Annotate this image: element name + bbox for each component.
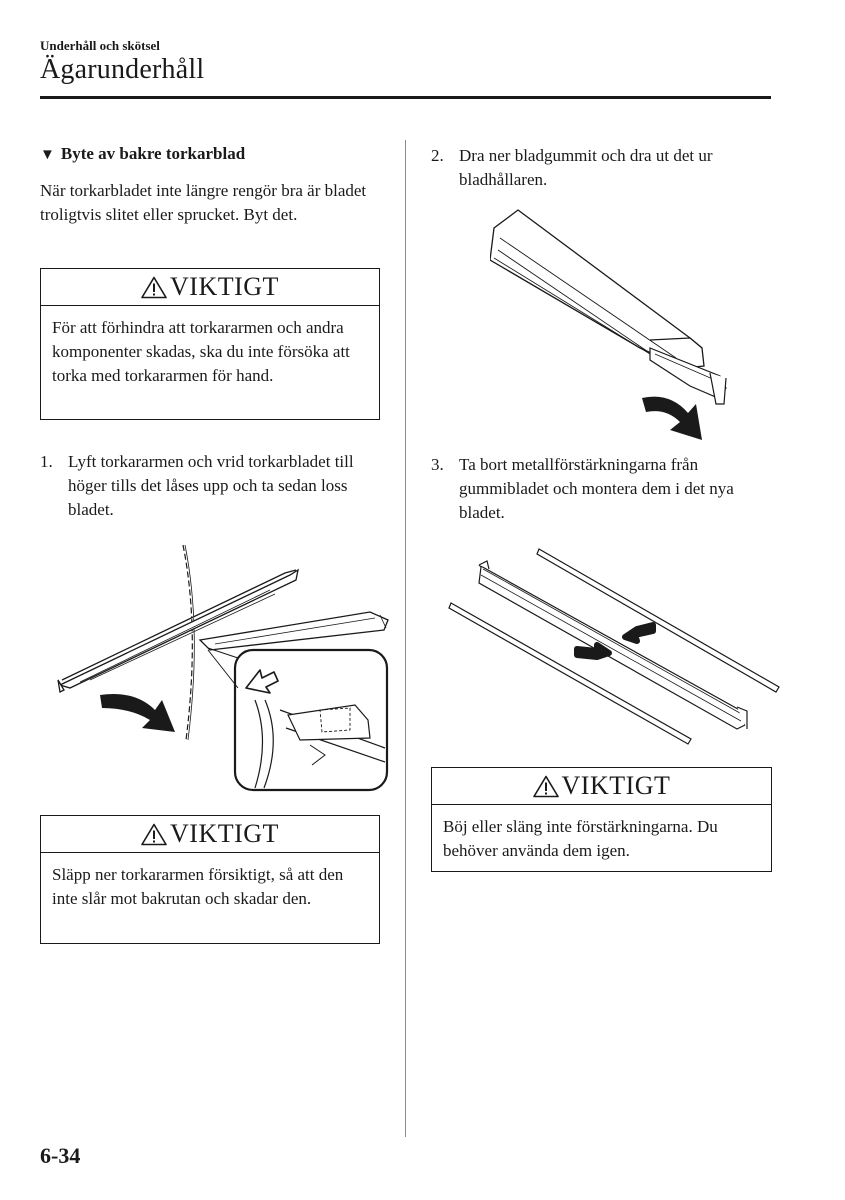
warning-triangle-icon <box>533 775 559 798</box>
step-text: Dra ner bladgummit och dra ut det ur bladhållaren. <box>459 146 713 189</box>
intro-paragraph: När torkarbladet inte längre rengör bra är bladet troligtvis slitet eller sprucket. Byt det. <box>40 181 367 224</box>
step-number: 3. <box>431 455 444 474</box>
step-number: 1. <box>40 452 53 471</box>
caution-text: Böj eller släng inte förstärkningarna. Du behöver använda dem igen. <box>443 817 718 860</box>
caution-header <box>41 816 379 853</box>
caution-header <box>432 768 771 805</box>
step-text: Lyft torkararmen och vrid torkarbladet till höger tills det låses upp och ta sedan loss bladet. <box>68 452 354 519</box>
rotate-arrow-icon <box>100 694 175 732</box>
wiper-arm <box>200 612 388 650</box>
warning-triangle-icon <box>141 276 167 299</box>
figure-wiper-removal <box>50 540 390 792</box>
warning-triangle-icon <box>141 823 167 846</box>
step-number: 2. <box>431 146 444 165</box>
blade-holder <box>490 210 704 368</box>
section-marker-icon: ▼ <box>40 147 55 163</box>
step-text: Ta bort metallförstärkningarna från gummibladet och montera dem i det nya bladet. <box>459 455 734 522</box>
figure-blade-rubber-pull <box>490 208 735 443</box>
figure-metal-reinforcements <box>447 545 782 745</box>
title-rule <box>40 96 771 99</box>
page-title: Ägarunderhåll <box>40 54 205 85</box>
caution-label: VIKTIGT <box>170 819 279 848</box>
page-number: 6-34 <box>40 1143 81 1168</box>
caution-text: För att förhindra att torkararmen och andra komponenter skadas, ska du inte försöka att torka med torkararmen för hand. <box>52 318 350 385</box>
section-heading-text: Byte av bakre torkarblad <box>60 144 246 163</box>
detail-inset <box>208 648 387 790</box>
caution-header <box>41 269 379 306</box>
caution-box-2 <box>40 815 380 944</box>
caution-label: VIKTIGT <box>561 771 671 800</box>
caution-label: VIKTIGT <box>170 272 279 301</box>
caution-box-1 <box>40 268 380 420</box>
section-kicker: Underhåll och skötsel <box>40 38 160 53</box>
arrow-icon-upper <box>625 625 653 641</box>
section-heading <box>40 144 245 164</box>
column-divider <box>405 140 406 1137</box>
caution-box-3 <box>431 767 772 872</box>
caution-text: Släpp ner torkararmen försiktigt, så att den inte slår mot bakrutan och skadar den. <box>52 865 344 908</box>
pull-down-arrow-icon <box>642 397 702 440</box>
